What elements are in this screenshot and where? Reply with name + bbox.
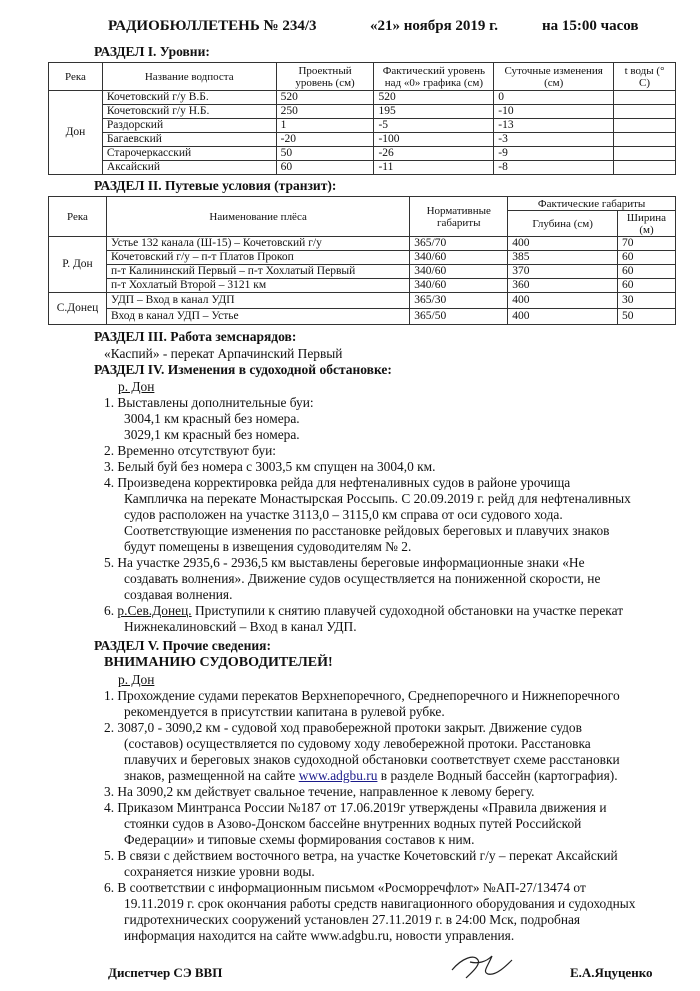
river-sev-donets-label: р.Сев.Донец. xyxy=(117,603,192,618)
table-row xyxy=(49,161,676,175)
width-value: 30 xyxy=(618,293,676,309)
depth-value: 400 xyxy=(508,237,618,251)
section5-body xyxy=(94,672,674,952)
col-post: Название водпоста xyxy=(102,63,276,91)
table-row xyxy=(49,237,676,251)
design-value: 1 xyxy=(276,119,374,133)
reach-name: Устье 132 канала (Ш-15) – Кочетовский г/у xyxy=(106,237,409,251)
actual-value: -100 xyxy=(374,133,494,147)
table-row xyxy=(49,133,676,147)
bulletin-date: «21» ноября 2019 г. xyxy=(370,18,499,34)
post-name: Кочетовский г/у В.Б. xyxy=(102,91,276,105)
depth-value: 400 xyxy=(508,309,618,325)
item-text: 4. Приказом Минтранса России №187 от 17.06.2019г утверждены «Правила движения и xyxy=(104,800,607,815)
item-text: Соответствующие изменения по расстановке рейдовых береговых и плавучих знаков xyxy=(124,523,610,538)
change-value: -10 xyxy=(494,105,614,119)
col-design-level: Проектный уровень (см) xyxy=(276,63,374,91)
item-text: 5. На участке 2935,6 - 2936,5 км выставлены береговые информационные знаки «Не xyxy=(104,555,585,570)
attention-heading: ВНИМАНИЮ СУДОВОДИТЕЛЕЙ! xyxy=(104,655,333,670)
signer-name: Е.А.Яцуценко xyxy=(570,965,653,980)
actual-value: -26 xyxy=(374,147,494,161)
river-don-label: р. Дон xyxy=(118,379,155,394)
bulletin-header xyxy=(108,18,688,40)
item-text: сохраняется низкие уровни воды. xyxy=(124,864,315,879)
item-text: 3004,1 км красный без номера. xyxy=(124,411,300,426)
item-text-head: знаков, размещенной на сайте xyxy=(124,768,299,783)
depth-value: 360 xyxy=(508,279,618,293)
col-fact: Фактические габариты xyxy=(508,197,676,211)
item-text: создавая волнения. xyxy=(124,587,233,602)
table-row xyxy=(49,309,676,325)
item-text: рекомендуется в присутствии капитана в рулевой рубке. xyxy=(124,704,445,719)
reach-name: п-т Калининский Первый – п-т Хохлатый Первый xyxy=(106,265,409,279)
river-cell: Р. Дон xyxy=(49,237,107,293)
river-cell: Дон xyxy=(49,91,103,175)
item-text: судов расположен на участке 3113,0 – 3115,0 км справа от оси судового хода. xyxy=(124,507,563,522)
item-text: гидротехнических сооружений установлен 27.11.2019 г. в 24:00 Мск, подробная xyxy=(124,912,581,927)
change-value: -13 xyxy=(494,119,614,133)
actual-value: 520 xyxy=(374,91,494,105)
norm-value: 340/60 xyxy=(410,265,508,279)
item-text: 6. В соответствии с информационным письмом «Росморречфлот» №АП-27/13474 от xyxy=(104,880,586,895)
change-value: -3 xyxy=(494,133,614,147)
section2-title: РАЗДЕЛ II. Путевые условия (транзит): xyxy=(94,178,337,193)
reach-name: УДП – Вход в канал УДП xyxy=(106,293,409,309)
reach-name: Кочетовский г/у – п-т Платов Прокоп xyxy=(106,251,409,265)
design-value: 520 xyxy=(276,91,374,105)
design-value: 60 xyxy=(276,161,374,175)
table-row xyxy=(49,251,676,265)
depth-value: 385 xyxy=(508,251,618,265)
table-row xyxy=(49,279,676,293)
norm-value: 365/30 xyxy=(410,293,508,309)
item-text: (составов) осуществляется по судовому ходу левобережной протоки. Расстановка xyxy=(124,736,591,751)
temp-value xyxy=(614,91,676,105)
actual-value: 195 xyxy=(374,105,494,119)
norm-value: 365/50 xyxy=(410,309,508,325)
table-row xyxy=(49,119,676,133)
item-text: 19.11.2019 г. срок окончания работы средств навигационного оборудования и судоходных xyxy=(124,896,636,911)
section4-title: РАЗДЕЛ IV. Изменения в судоходной обстановке: xyxy=(94,362,392,377)
levels-header-row xyxy=(49,63,676,91)
item-text xyxy=(124,768,618,784)
table-row xyxy=(49,147,676,161)
item-text-tail: Приступили к снятию плавучей судоходной обстановки на участке перекат xyxy=(191,603,624,618)
width-value: 60 xyxy=(618,279,676,293)
temp-value xyxy=(614,105,676,119)
item-text: 3029,1 км красный без номера. xyxy=(124,427,300,442)
col-water-temp: t воды (° С) xyxy=(614,63,676,91)
section5-title: РАЗДЕЛ V. Прочие сведения: xyxy=(94,638,271,653)
norm-value: 340/60 xyxy=(410,251,508,265)
item-text: 1. Прохождение судами перекатов Верхнепоречного, Среднепоречного и Нижнепоречного xyxy=(104,688,620,703)
col-reach: Наименование плёса xyxy=(106,197,409,237)
width-value: 50 xyxy=(618,309,676,325)
post-name: Старочеркасский xyxy=(102,147,276,161)
item-text xyxy=(104,603,623,619)
col-river: Река xyxy=(49,197,107,237)
transit-header-row xyxy=(49,197,676,211)
signature-image xyxy=(448,948,518,982)
levels-table xyxy=(48,62,676,175)
post-name: Кочетовский г/у Н.Б. xyxy=(102,105,276,119)
item-text: Нижнекалиновский – Вход в канал УДП. xyxy=(124,619,357,634)
design-value: 250 xyxy=(276,105,374,119)
col-daily-change: Суточные изменения (см) xyxy=(494,63,614,91)
section1-title: РАЗДЕЛ I. Уровни: xyxy=(94,44,210,59)
actual-value: -5 xyxy=(374,119,494,133)
item-text: 3. Белый буй без номера с 3003,5 км спущен на 3004,0 км. xyxy=(104,459,436,474)
item-text: 5. В связи с действием восточного ветра, на участке Кочетовский г/у – перекат Аксайский xyxy=(104,848,618,863)
temp-value xyxy=(614,133,676,147)
bulletin-title: РАДИОБЮЛЛЕТЕНЬ № 234/3 xyxy=(108,18,317,34)
bulletin-time: на 15:00 часов xyxy=(542,18,639,34)
post-name: Аксайский xyxy=(102,161,276,175)
table-row xyxy=(49,265,676,279)
table-row xyxy=(49,91,676,105)
item-text: Федерации» и типовые схемы формирования составов к ним. xyxy=(124,832,475,847)
item-text: будут помещены в извещения судоводителям № 2. xyxy=(124,539,412,554)
col-width: Ширина (м) xyxy=(618,211,676,237)
item-text: 2. 3087,0 - 3090,2 км - судовой ход правобережной протоки закрыт. Движение судов xyxy=(104,720,582,735)
site-link[interactable]: www.adgbu.ru xyxy=(298,768,378,783)
table-row xyxy=(49,105,676,119)
actual-value: -11 xyxy=(374,161,494,175)
width-value: 60 xyxy=(618,265,676,279)
transit-table xyxy=(48,196,676,325)
temp-value xyxy=(614,161,676,175)
section3-title: РАЗДЕЛ III. Работа земснарядов: xyxy=(94,329,297,344)
temp-value xyxy=(614,147,676,161)
item-text: 1. Выставлены дополнительные буи: xyxy=(104,395,314,410)
river-cell: С.Донец xyxy=(49,293,107,325)
col-actual-level: Фактический уровень над «0» графика (см) xyxy=(374,63,494,91)
change-value: -9 xyxy=(494,147,614,161)
item-text: Кампличка на перекате Монастырская Россыпь. С 20.09.2019 г. рейд для нефтеналивных xyxy=(124,491,631,506)
change-value: -8 xyxy=(494,161,614,175)
norm-value: 365/70 xyxy=(410,237,508,251)
table-row xyxy=(49,293,676,309)
col-river: Река xyxy=(49,63,103,91)
item-text: информация находится на сайте www.adgbu.ru, новости управления. xyxy=(124,928,515,943)
item-text: 2. Временно отсутствуют буи: xyxy=(104,443,277,458)
design-value: 50 xyxy=(276,147,374,161)
reach-name: Вход в канал УДП – Устье xyxy=(106,309,409,325)
design-value: -20 xyxy=(276,133,374,147)
item-text: 4. Произведена корректировка рейда для нефтеналивных судов в районе урочища xyxy=(104,475,571,490)
depth-value: 370 xyxy=(508,265,618,279)
signer-position: Диспетчер СЭ ВВП xyxy=(108,965,223,980)
item-text-tail: в разделе Водный бассейн (картография). xyxy=(377,768,618,783)
item-text: плавучих и береговых знаков судоходной обстановки соответствует схеме расстановки xyxy=(124,752,620,767)
post-name: Раздорский xyxy=(102,119,276,133)
width-value: 60 xyxy=(618,251,676,265)
item-text: стоянки судов в Азово-Донском бассейне внутренних водных путей Российской xyxy=(124,816,582,831)
temp-value xyxy=(614,119,676,133)
item-text: 3. На 3090,2 км действует свальное течение, направленное к левому берегу. xyxy=(104,784,535,799)
col-depth: Глубина (см) xyxy=(508,211,618,237)
norm-value: 340/60 xyxy=(410,279,508,293)
section4-body xyxy=(94,379,674,639)
change-value: 0 xyxy=(494,91,614,105)
reach-name: п-т Хохлатый Второй – 3121 км xyxy=(106,279,409,293)
post-name: Багаевский xyxy=(102,133,276,147)
item-number: 6. xyxy=(104,603,115,618)
width-value: 70 xyxy=(618,237,676,251)
river-don-label: р. Дон xyxy=(118,672,155,687)
depth-value: 400 xyxy=(508,293,618,309)
item-text: создавать волнения». Движение судов осуществляется на пониженной скорости, не xyxy=(124,571,601,586)
dredger-info: «Каспий» - перекат Арпачинский Первый xyxy=(104,346,343,361)
col-norm: Нормативные габариты xyxy=(410,197,508,237)
